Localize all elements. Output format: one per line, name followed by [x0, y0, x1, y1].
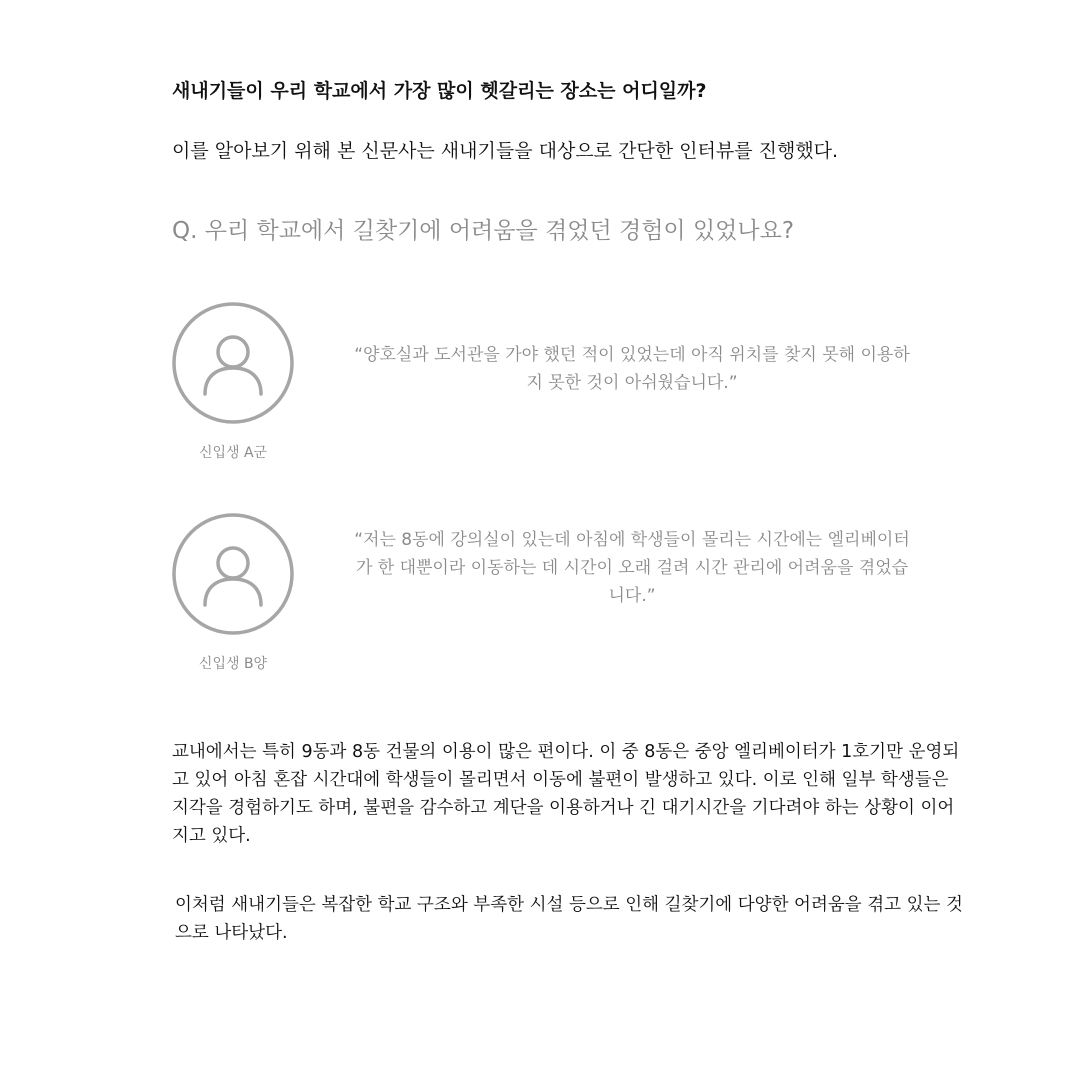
article-intro: 이를 알아보기 위해 본 신문사는 새내기들을 대상으로 간단한 인터뷰를 진행했다. — [172, 140, 839, 162]
interviewee-name: 신입생 B양 — [198, 656, 268, 672]
user-avatar-icon — [172, 302, 294, 424]
body-paragraph: 교내에서는 특히 9동과 8동 건물의 이용이 많은 편이다. 이 중 8동은 중앙 엘리베이터가 1호기만 운영되고 있어 아침 혼잡 시간대에 학생들이 몰리면서 이동에 불편이 발생하고 있다. 이로 인해 일부 학생들은 지각을 경험하기도 하며, 불편을 감수하고 계단을 이용하거나 긴 대기시간을 기다려야 하는 상황이 이어지고 있다. — [172, 742, 960, 846]
interview-item — [172, 302, 912, 472]
article-headline: 새내기들이 우리 학교에서 가장 많이 헷갈리는 장소는 어디일까? — [172, 80, 707, 102]
user-avatar-icon — [172, 513, 294, 635]
interview-item — [172, 513, 912, 683]
interview-quote: “저는 8동에 강의실이 있는데 아침에 학생들이 몰리는 시간에는 엘리베이터가 한 대뿐이라 이동하는 데 시간이 오래 걸려 시간 관리에 어려움을 겪었습니다.” — [354, 530, 910, 606]
interviewee-name: 신입생 A군 — [198, 445, 268, 461]
interview-question: Q. 우리 학교에서 길찾기에 어려움을 겪었던 경험이 있었나요? — [172, 218, 795, 244]
body-paragraph: 이처럼 새내기들은 복잡한 학교 구조와 부족한 시설 등으로 인해 길찾기에 다양한 어려움을 겪고 있는 것으로 나타났다. — [175, 895, 963, 943]
interview-quote: “양호실과 도서관을 가야 했던 적이 있었는데 아직 위치를 찾지 못해 이용하지 못한 것이 아쉬웠습니다.” — [354, 345, 910, 393]
